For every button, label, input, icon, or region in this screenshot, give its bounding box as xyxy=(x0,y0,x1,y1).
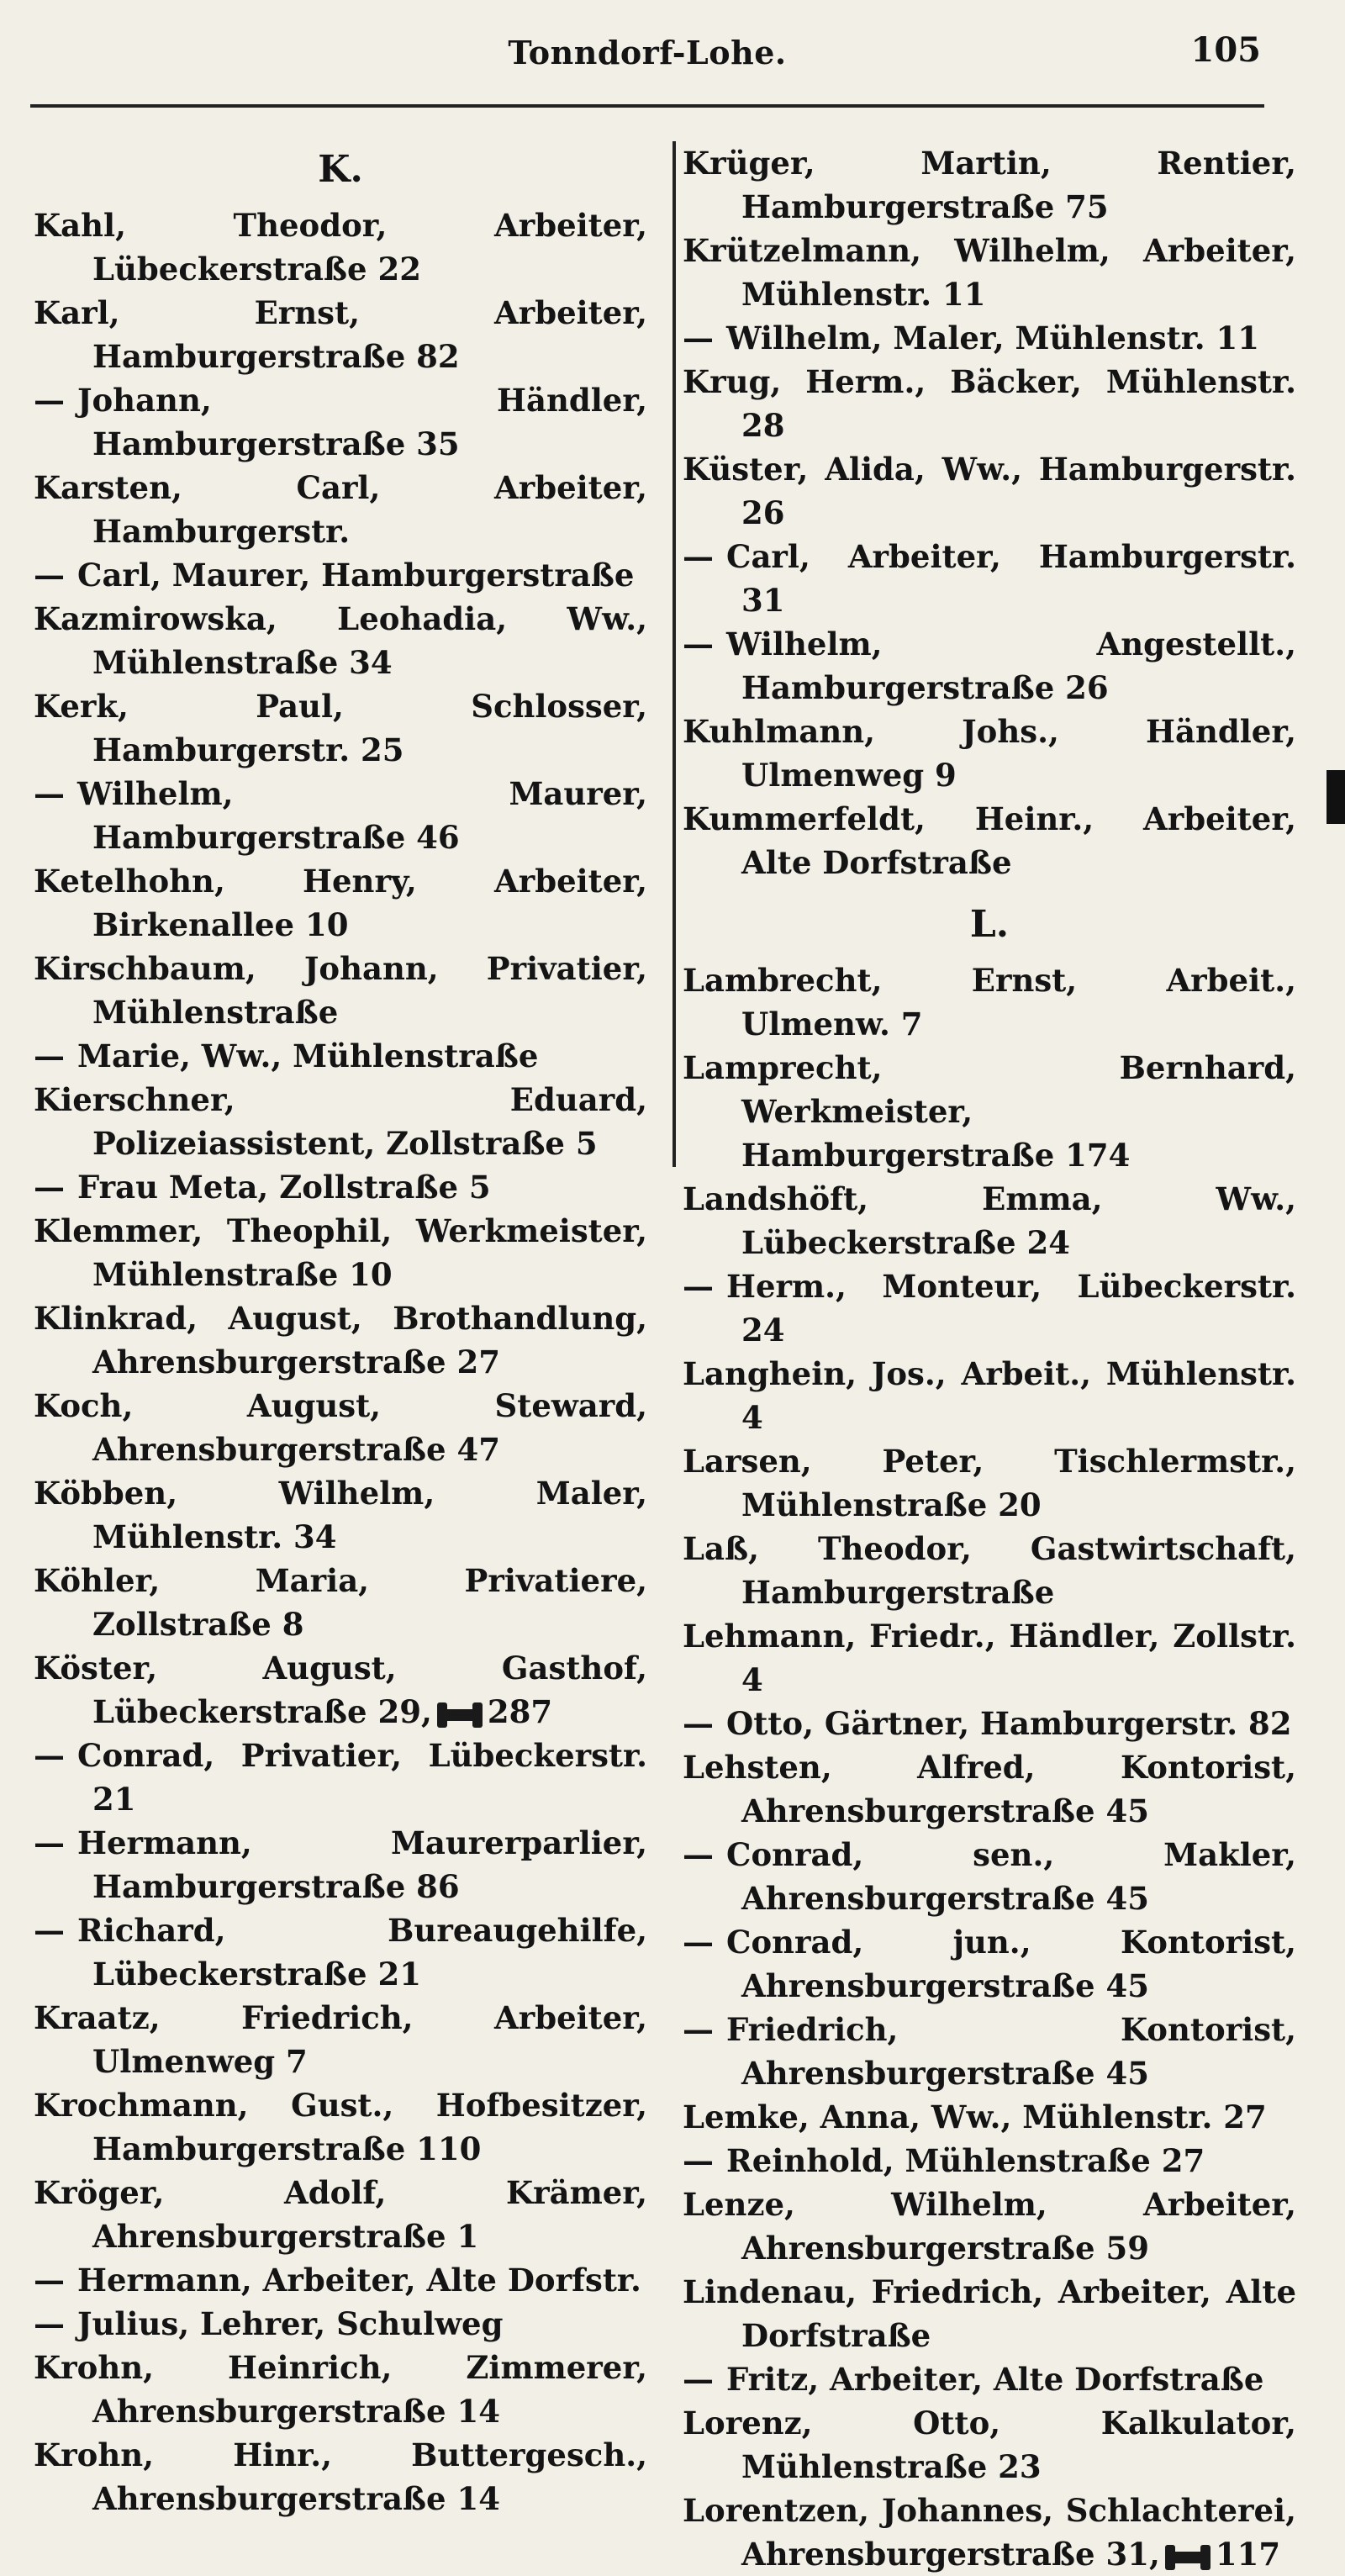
ditto-dash: — xyxy=(34,382,65,419)
directory-entry xyxy=(683,2489,1296,2576)
right-entry-list-k xyxy=(683,141,1296,884)
directory-entry xyxy=(34,684,647,772)
ditto-dash: — xyxy=(34,557,65,594)
ditto-dash: — xyxy=(34,775,65,812)
directory-entry xyxy=(34,1734,647,1821)
entry-text: Reinhold, Mühlenstraße 27 xyxy=(726,2142,1205,2179)
left-column xyxy=(34,141,647,2521)
entry-text: Wilhelm, Maler, Mühlenstr. 11 xyxy=(726,319,1260,356)
directory-entry xyxy=(683,622,1296,710)
directory-entry xyxy=(683,2095,1296,2139)
entry-text: Conrad, sen., Makler, Ahrensburgerstraße 45 xyxy=(726,1836,1296,1917)
directory-entry xyxy=(683,316,1296,360)
directory-entry xyxy=(683,2357,1296,2401)
directory-entry xyxy=(34,947,647,1034)
entry-text: Krüger, Martin, Rentier, Hamburgerstraße 75 xyxy=(683,145,1296,225)
directory-entry xyxy=(683,1745,1296,1833)
entry-text: Carl, Maurer, Hamburgerstraße xyxy=(77,557,635,594)
entry-text: Karl, Ernst, Arbeiter, Hamburgerstraße 82 xyxy=(34,294,647,375)
entry-text: Kröger, Adolf, Krämer, Ahrensburgerstraße 1 xyxy=(34,2174,647,2255)
entry-text: Kuhlmann, Johs., Händler, Ulmenweg 9 xyxy=(683,713,1296,794)
directory-entry xyxy=(34,466,647,553)
entry-text: Kahl, Theodor, Arbeiter, Lübeckerstraße 22 xyxy=(34,207,647,288)
directory-entry xyxy=(34,1908,647,1996)
right-column xyxy=(683,141,1296,2576)
ditto-dash: — xyxy=(683,1836,714,1873)
directory-entry xyxy=(683,229,1296,316)
directory-entry xyxy=(34,597,647,684)
left-entry-list xyxy=(34,203,647,2521)
entry-text: Kirschbaum, Johann, Privatier, Mühlenstraße xyxy=(34,950,647,1031)
directory-entry xyxy=(34,553,647,597)
entry-text: Kierschner, Eduard, Polizeiassistent, Zollstraße 5 xyxy=(34,1081,647,1162)
directory-entry xyxy=(683,2183,1296,2270)
ditto-dash: — xyxy=(683,1705,714,1742)
telephone-number: 117 xyxy=(1215,2536,1281,2573)
page-title: Tonndorf-Lohe. xyxy=(508,34,787,71)
entry-text: Lemke, Anna, Ww., Mühlenstr. 27 xyxy=(683,2098,1267,2135)
entry-text: Langhein, Jos., Arbeit., Mühlenstr. 4 xyxy=(683,1355,1296,1436)
telephone-icon xyxy=(439,1709,481,1721)
entry-text: Köbben, Wilhelm, Maler, Mühlenstr. 34 xyxy=(34,1475,647,1555)
entry-text: Lehmann, Friedr., Händler, Zollstr. 4 xyxy=(683,1618,1296,1698)
directory-entry xyxy=(683,2139,1296,2183)
entry-text: Lenze, Wilhelm, Arbeiter, Ahrensburgerstraße 59 xyxy=(683,2186,1296,2267)
directory-entry xyxy=(683,1614,1296,1702)
directory-entry xyxy=(34,2258,647,2302)
entry-text: Krohn, Heinrich, Zimmerer, Ahrensburgerstraße 14 xyxy=(34,2349,647,2430)
section-gap xyxy=(683,884,1296,896)
entry-text: Lorenz, Otto, Kalkulator, Mühlenstraße 23 xyxy=(683,2404,1296,2485)
entry-text: Wilhelm, Maurer, Hamburgerstraße 46 xyxy=(77,775,647,856)
ditto-dash: — xyxy=(683,2142,714,2179)
directory-entry xyxy=(34,291,647,378)
directory-entry xyxy=(34,1296,647,1384)
header-rule xyxy=(30,104,1264,108)
directory-entry xyxy=(683,1833,1296,1920)
directory-entry xyxy=(34,772,647,859)
directory-entry xyxy=(683,360,1296,447)
entry-text: Frau Meta, Zollstraße 5 xyxy=(77,1169,491,1206)
directory-entry xyxy=(683,447,1296,535)
entry-text: Johann, Händler, Hamburgerstraße 35 xyxy=(77,382,647,462)
directory-entry xyxy=(34,2433,647,2521)
directory-entry xyxy=(34,1209,647,1296)
entry-text: Küster, Alida, Ww., Hamburgerstr. 26 xyxy=(683,451,1296,531)
entry-text: Marie, Ww., Mühlenstraße xyxy=(77,1037,539,1074)
ditto-dash: — xyxy=(683,2011,714,2048)
directory-entry xyxy=(34,859,647,947)
entry-text: Krochmann, Gust., Hofbesitzer, Hamburgerstraße 110 xyxy=(34,2087,647,2167)
directory-entry xyxy=(34,378,647,466)
directory-entry xyxy=(34,203,647,291)
entry-text: Krohn, Hinr., Buttergesch., Ahrensburgerstraße 14 xyxy=(34,2436,647,2517)
entry-text: Richard, Bureaugehilfe, Lübeckerstraße 21 xyxy=(77,1912,647,1993)
entry-text: Köster, August, Gasthof, Lübeckerstraße 29, xyxy=(34,1650,647,1730)
entry-text: Koch, August, Steward, Ahrensburgerstraße 47 xyxy=(34,1387,647,1468)
directory-entry xyxy=(683,1177,1296,1264)
ditto-dash: — xyxy=(34,2262,65,2299)
directory-entry xyxy=(34,2302,647,2346)
directory-entry xyxy=(683,710,1296,797)
directory-entry xyxy=(683,2008,1296,2095)
directory-entry xyxy=(683,1920,1296,2008)
entry-text: Kummerfeldt, Heinr., Arbeiter, Alte Dorfstraße xyxy=(683,800,1296,881)
directory-entry xyxy=(683,1527,1296,1614)
ditto-dash: — xyxy=(34,1912,65,1949)
directory-entry xyxy=(683,1702,1296,1745)
entry-text: Conrad, Privatier, Lübeckerstr. 21 xyxy=(77,1737,647,1818)
directory-entry xyxy=(683,1046,1296,1177)
ditto-dash: — xyxy=(683,626,714,662)
directory-entry xyxy=(683,958,1296,1046)
entry-text: Conrad, jun., Kontorist, Ahrensburgerstraße 45 xyxy=(726,1924,1296,2004)
directory-entry xyxy=(683,535,1296,622)
ditto-dash: — xyxy=(34,1169,65,1206)
entry-text: Laß, Theodor, Gastwirtschaft, Hamburgerstraße xyxy=(683,1530,1296,1611)
directory-entry xyxy=(683,2270,1296,2357)
directory-entry xyxy=(683,2401,1296,2489)
entry-text: Hermann, Arbeiter, Alte Dorfstr. xyxy=(77,2262,641,2299)
directory-entry xyxy=(34,1034,647,1078)
entry-text: Larsen, Peter, Tischlermstr., Mühlenstraße 20 xyxy=(683,1443,1296,1523)
ditto-dash: — xyxy=(683,319,714,356)
directory-entry xyxy=(683,1264,1296,1352)
entry-text: Fritz, Arbeiter, Alte Dorfstraße xyxy=(726,2361,1264,2398)
directory-entry xyxy=(683,797,1296,884)
ditto-dash: — xyxy=(683,1268,714,1305)
entry-text: Lorentzen, Johannes, Schlachterei, Ahrensburgerstraße 31, xyxy=(683,2492,1296,2573)
ditto-dash: — xyxy=(34,1824,65,1861)
telephone-icon xyxy=(1167,2552,1209,2563)
entry-text: Hermann, Maurerparlier, Hamburgerstraße 86 xyxy=(77,1824,647,1905)
right-entry-list-l xyxy=(683,958,1296,2576)
page-number: 105 xyxy=(1190,30,1261,70)
directory-entry xyxy=(34,1384,647,1471)
directory-entry xyxy=(34,2083,647,2171)
ditto-dash: — xyxy=(683,2361,714,2398)
section-letter-l: L. xyxy=(969,903,1010,946)
directory-entry xyxy=(34,1559,647,1646)
entry-text: Julius, Lehrer, Schulweg xyxy=(77,2305,504,2342)
entry-text: Lamprecht, Bernhard, Werkmeister, Hamburgerstraße 174 xyxy=(683,1049,1296,1174)
directory-entry xyxy=(34,1821,647,1908)
directory-entry xyxy=(34,1165,647,1209)
entry-text: Lindenau, Friedrich, Arbeiter, Alte Dorfstraße xyxy=(683,2273,1296,2354)
section-letter-k: K. xyxy=(318,148,363,191)
directory-entry xyxy=(34,1471,647,1559)
directory-entry xyxy=(34,1646,647,1734)
directory-entry xyxy=(34,1996,647,2083)
entry-text: Klemmer, Theophil, Werkmeister, Mühlenstraße 10 xyxy=(34,1212,647,1293)
entry-text: Carl, Arbeiter, Hamburgerstr. 31 xyxy=(726,538,1296,619)
entry-text: Lehsten, Alfred, Kontorist, Ahrensburgerstraße 45 xyxy=(683,1749,1296,1829)
entry-text: Herm., Monteur, Lübeckerstr. 24 xyxy=(726,1268,1296,1349)
entry-text: Ketelhohn, Henry, Arbeiter, Birkenallee 10 xyxy=(34,863,647,943)
ditto-dash: — xyxy=(34,1037,65,1074)
entry-text: Kazmirowska, Leohadia, Ww., Mühlenstraße 34 xyxy=(34,600,647,681)
thumb-index-tab xyxy=(1327,770,1345,824)
directory-entry xyxy=(34,2171,647,2258)
directory-entry xyxy=(34,1078,647,1165)
page-header xyxy=(34,29,1261,81)
entry-text: Krug, Herm., Bäcker, Mühlenstr. 28 xyxy=(683,363,1296,444)
entry-text: Landshöft, Emma, Ww., Lübeckerstraße 24 xyxy=(683,1180,1296,1261)
entry-text: Otto, Gärtner, Hamburgerstr. 82 xyxy=(726,1705,1292,1742)
entry-text: Friedrich, Kontorist, Ahrensburgerstraße 45 xyxy=(726,2011,1296,2092)
directory-entry xyxy=(34,2346,647,2433)
ditto-dash: — xyxy=(683,1924,714,1961)
ditto-dash: — xyxy=(683,538,714,575)
directory-entry xyxy=(683,1352,1296,1439)
entry-text: Lambrecht, Ernst, Arbeit., Ulmenw. 7 xyxy=(683,962,1296,1043)
directory-entry xyxy=(683,141,1296,229)
entry-text: Klinkrad, August, Brothandlung, Ahrensburgerstraße 27 xyxy=(34,1300,647,1380)
ditto-dash: — xyxy=(34,1737,65,1774)
column-divider xyxy=(672,141,676,1167)
entry-text: Kraatz, Friedrich, Arbeiter, Ulmenweg 7 xyxy=(34,1999,647,2080)
entry-text: Karsten, Carl, Arbeiter, Hamburgerstr. xyxy=(34,469,647,550)
entry-text: Kerk, Paul, Schlosser, Hamburgerstr. 25 xyxy=(34,688,647,768)
telephone-number: 287 xyxy=(487,1693,553,1730)
ditto-dash: — xyxy=(34,2305,65,2342)
entry-text: Wilhelm, Angestellt., Hamburgerstraße 26 xyxy=(726,626,1296,706)
entry-text: Köhler, Maria, Privatiere, Zollstraße 8 xyxy=(34,1562,647,1643)
entry-text: Krützelmann, Wilhelm, Arbeiter, Mühlenstr. 11 xyxy=(683,232,1296,313)
directory-entry xyxy=(683,1439,1296,1527)
